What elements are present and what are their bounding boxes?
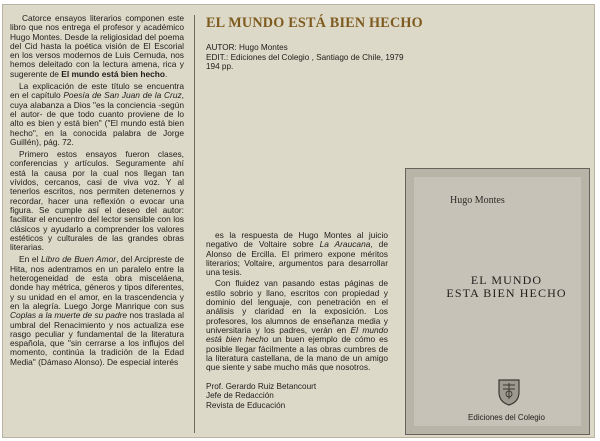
text-run: . bbox=[165, 68, 168, 79]
paragraph bbox=[206, 279, 388, 372]
text-run: , de Alonso de Ercilla. El primero expone méritos literarios; Voltaire, argumentos para desarrollar una tesis. bbox=[206, 239, 388, 278]
book-cover bbox=[414, 177, 581, 426]
book-cover-publisher: Ediciones del Colegio bbox=[468, 413, 545, 422]
paragraph bbox=[10, 14, 184, 79]
book-metadata bbox=[206, 43, 426, 72]
paragraph: Primero estos ensayos fueron clases, conferencias y artículos. Seguramente ahí está la causa por la cual nos llegan tan vívidos, cercanos, casi de viva voz. Y al tenerlos escritos, nos permiten detenernos y recordar, hacer una reflexión o evocar una figura. Se cumple así el deseo del autor: facilitar el encuentro del lector sensible con los clásicos y ayudarlo a comprender los valores estéticos y culturales de las grandes obras literarias. bbox=[10, 149, 184, 253]
book-cover-title-line: EL MUNDO bbox=[470, 273, 543, 287]
signature-outlet: Revista de Educación bbox=[206, 400, 286, 410]
book-cover-author: Hugo Montes bbox=[450, 195, 505, 206]
text-run: La explicación de este título se encuentra en el capítulo bbox=[10, 81, 184, 101]
text-run: es la respuesta de Hugo Montes al juicio negativo de Voltaire sobre bbox=[206, 230, 388, 250]
text-italic: La Araucana bbox=[319, 239, 371, 250]
text-run: , cuya alabanza a Dios "es la conciencia -según el autor- de que todo cuanto proviene de lo alto es bien y está bien" ("El mundo está bien hecho", en la conocida palabra de Jorge Guillén), pág. 72. bbox=[10, 90, 184, 147]
text-italic: Poesía de San Juan de la Cruz bbox=[63, 90, 182, 101]
text-run: nos traslada al umbral del Renacimiento y nos actualiza ese rasgo peculiar y fundamental de la literatura española, que "sin cerrarse a los influjos del momento, continúa la tradición de la Edad Media" (Dámaso Alonso). De especial interés bbox=[10, 310, 184, 367]
text-run: En el bbox=[19, 254, 42, 265]
signature-name: Prof. Gerardo Ruiz Betancourt bbox=[206, 382, 317, 391]
text-run: Catorce ensayos literarios componen este libro que nos entrega el profesor y académico Hugo Montes. Desde la religiosidad del poema del Cid hasta la poética visión de El Escorial en los versos modernos de Luis Cernuda, nos hemos deleitado con la lectura amena, rica y sugerente de bbox=[10, 13, 184, 79]
book-cover-photo bbox=[405, 168, 590, 435]
book-cover-title bbox=[426, 274, 587, 299]
meta-pages: 194 pp. bbox=[206, 62, 234, 72]
text-italic: El mundo está bien hecho bbox=[206, 324, 388, 345]
text-run: un buen ejemplo de cómo es posible llegar fácilmente a las obras cumbres de la literatura castellana, de la mano de un amigo que siente y sabe mucho más que nosotros. bbox=[206, 334, 388, 373]
article-signature bbox=[206, 382, 388, 410]
column-divider bbox=[194, 15, 195, 433]
book-cover-title-line: ESTA BIEN HECHO bbox=[446, 285, 567, 300]
school-crest-icon bbox=[496, 377, 522, 407]
paragraph bbox=[10, 255, 184, 367]
text-run: Con fluidez van pasando estas páginas de estilo sobrio y llano, escritos con propiedad y dominio del lenguaje, con penetración en el análisis y claridad en la exposición. Los profesores, los alumnos de enseñanza media y universitaria y los padres, verán en bbox=[206, 278, 388, 335]
article-column-right bbox=[206, 231, 388, 374]
paragraph bbox=[206, 231, 388, 277]
article-column-left bbox=[10, 14, 184, 370]
book-title-bold: El mundo está bien hecho bbox=[61, 68, 166, 79]
meta-author: AUTOR: Hugo Montes bbox=[206, 43, 288, 52]
article-headline: EL MUNDO ESTÁ BIEN HECHO bbox=[206, 15, 423, 31]
text-run: , del Arcipreste de Hita, nos adentramos en un paralelo entre la heterogeneidad de esta obra misceláena, donde hay métrica, géneros y tipos diferentes, y su unidad en el amor, en la trascendencia y en la alegría. Luego Jorge Manrique con sus bbox=[10, 254, 184, 311]
signature-role: Jefe de Redacción bbox=[206, 391, 274, 401]
text-italic: Coplas a la muerte de su padre bbox=[10, 310, 128, 321]
paragraph bbox=[10, 82, 184, 147]
text-italic: Libro de Buen Amor bbox=[41, 254, 117, 265]
newspaper-clipping bbox=[2, 4, 595, 438]
meta-edition: EDIT.: Ediciones del Colegio , Santiago de Chile, 1979 bbox=[206, 52, 404, 62]
